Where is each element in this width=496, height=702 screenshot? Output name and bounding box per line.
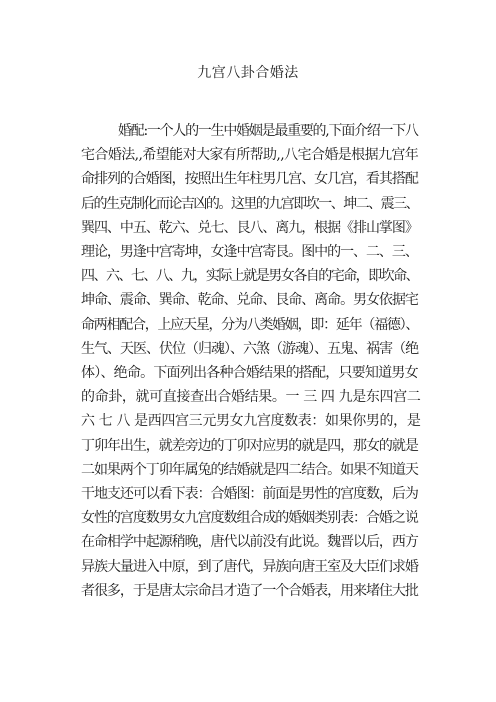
- body-line: 巽四、中五、乾六、兑七、艮八、离九，根据《排山掌图》: [81, 219, 418, 236]
- body-line: 宅合婚法,,希望能对大家有所帮助,,八宅合婚是根据九宫年: [81, 147, 419, 164]
- body-line: 命排列的合婚图，按照出生年柱男几宫、女几宫，看其搭配: [81, 171, 418, 188]
- body-line: 四、六、七、八、九，实际上就是男女各自的宅命，即坎命、: [81, 268, 419, 285]
- body-line: 体）、绝命。下面列出各种合婚结果的搭配，只要知道男女: [81, 365, 418, 381]
- body-line: 命两相配合，上应天星，分为八类婚姻，即：延年（福德）、: [81, 316, 419, 333]
- body-line: 的命卦，就可直接查出合婚结果。一 三 四 九是东四宫二: [81, 389, 421, 406]
- body-line: 六 七 八 是西四宫三元男女九宫度数表：如果你男的，是: [81, 413, 421, 430]
- body-line: 丁卯年出生，就差旁边的丁卯对应男的就是四，那女的就是: [81, 437, 418, 454]
- body-line: 生气、天医、伏位（归魂）、六煞（游魂）、五鬼、祸害（绝: [81, 340, 419, 357]
- body-line: 婚配:一个人的一生中婚姻是最重要的,下面介绍一下八: [118, 123, 418, 139]
- body-line: 理论，男逢中宫寄坤，女逢中宫寄艮。图中的一、二、三、: [81, 244, 418, 260]
- body-line: 二如果两个丁卯年属兔的结婚就是四二结合。如果不知道天: [81, 461, 418, 478]
- body-line: 异族大量进入中原，到了唐代，异族向唐王室及大臣们求婚: [81, 558, 418, 575]
- body-line: 女性的宫度数男女九宫度数组合成的婚姻类别表：合婚之说: [81, 510, 418, 527]
- body-line: 干地支还可以看下表：合婚图：前面是男性的宫度数，后为: [81, 486, 418, 502]
- body-line: 后的生克制化而论吉凶的。这里的九宫即坎一、坤二、震三、: [81, 195, 419, 212]
- document-title: 九宫八卦合婚法: [197, 65, 299, 81]
- body-line: 坤命、震命、巽命、乾命、兑命、艮命、离命。男女依据宅: [81, 292, 418, 309]
- body-line: 者很多，于是唐太宗命吕才造了一个合婚表，用来堵住大批: [81, 582, 418, 599]
- body-line: 在命相学中起源稍晚，唐代以前没有此说。魏晋以后，西方: [81, 534, 418, 551]
